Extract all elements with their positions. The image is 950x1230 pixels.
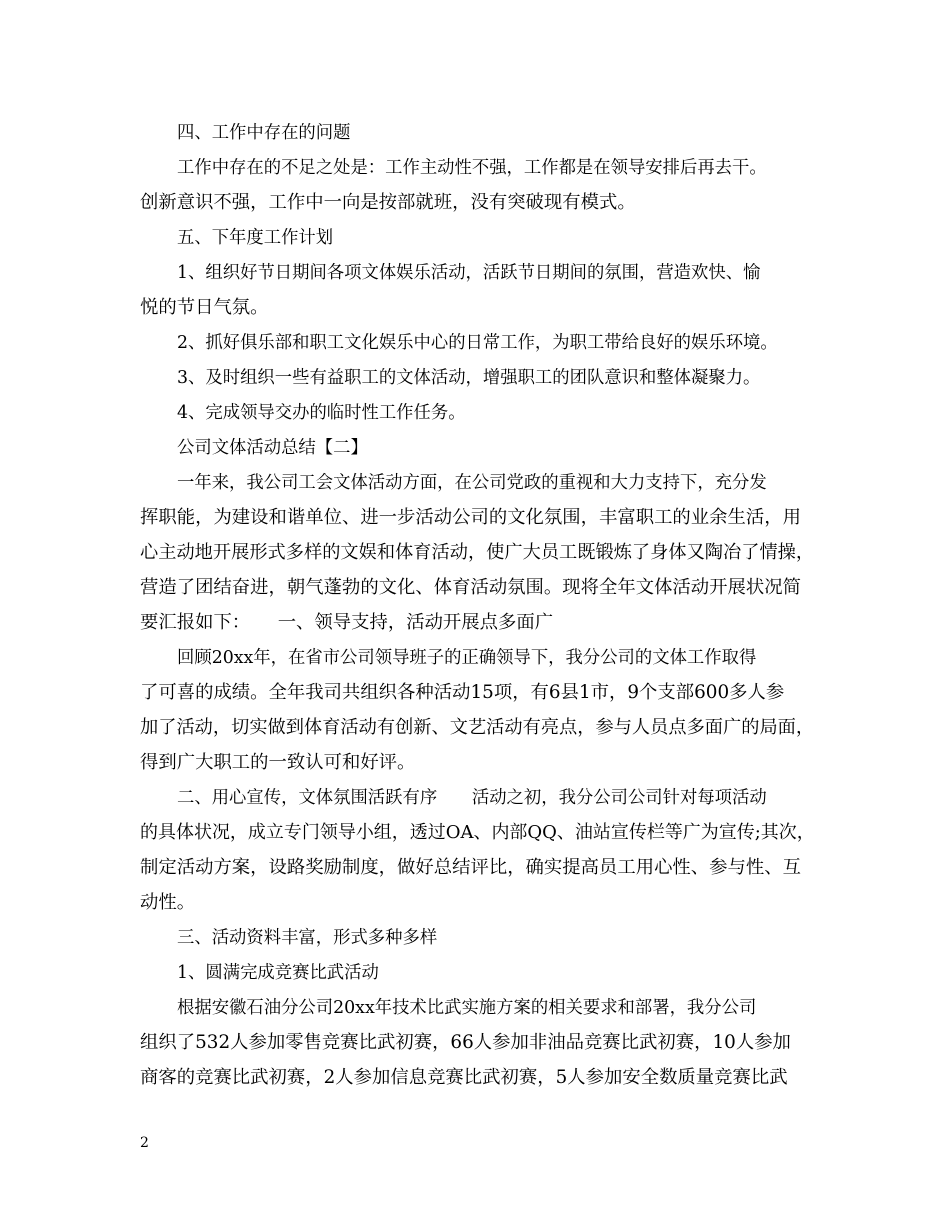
section-heading: 三、活动资料丰富，形式多种多样 — [177, 928, 438, 948]
paragraph-line: 心主动地开展形式多样的文娱和体育活动，使广大员工既锻炼了身体又陶冶了情操， — [140, 542, 815, 563]
paragraph-line: 3、及时组织一些有益职工的文体活动，增强职工的团队意识和整体凝聚力。 — [177, 368, 761, 388]
paragraph-line: 的具体状况，成立专门领导小组，透过OA、内部QQ、油站宣传栏等广为宣传;其次， — [140, 822, 815, 843]
paragraph-line: 商客的竞赛比武初赛，2人参加信息竞赛比武初赛，5人参加安全数质量竞赛比武 — [140, 1067, 788, 1088]
section-heading: 五、下年度工作计划 — [177, 228, 334, 248]
paragraph-line: 挥职能，为建设和谐单位、进一步活动公司的文化氛围，丰富职工的业余生活，用 — [140, 507, 801, 528]
paragraph-line: 2、抓好俱乐部和职工文化娱乐中心的日常工作，为职工带给良好的娱乐环境。 — [177, 333, 778, 353]
paragraph-line: 了可喜的成绩。全年我司共组织各种活动15项，有6县1市，9个支部600多人参 — [140, 682, 785, 703]
paragraph-line: 回顾20xx年，在省市公司领导班子的正确领导下，我分公司的文体工作取得 — [177, 648, 757, 668]
paragraph-line: 根据安徽石油分公司20xx年技术比武实施方案的相关要求和部署，我分公司 — [177, 998, 757, 1018]
paragraph-line: 营造了团结奋进，朝气蓬勃的文化、体育活动氛围。现将全年文体活动开展状况简 — [140, 577, 801, 598]
paragraph-line: 加了活动，切实做到体育活动有创新、文艺活动有亮点，参与人员点多面广的局面， — [140, 717, 815, 738]
paragraph-line: 得到广大职工的一致认可和好评。 — [140, 752, 416, 773]
section-heading: 四、工作中存在的问题 — [177, 123, 351, 143]
paragraph-line: 1、组织好节日期间各项文体娱乐活动，活跃节日期间的氛围，营造欢快、愉 — [177, 263, 761, 283]
section-heading: 1、圆满完成竞赛比武活动 — [177, 963, 379, 983]
paragraph-line: 制定活动方案，设路奖励制度，做好总结评比，确实提高员工用心性、参与性、互 — [140, 857, 801, 878]
paragraph-line: 要汇报如下： 一、领导支持，活动开展点多面广 — [140, 612, 554, 633]
paragraph-line: 一年来，我公司工会文体活动方面，在公司党政的重视和大力支持下，充分发 — [177, 473, 767, 493]
section-heading: 公司文体活动总结【二】 — [177, 438, 368, 458]
paragraph-line: 4、完成领导交办的临时性工作任务。 — [177, 403, 466, 423]
page-number: 2 — [140, 1135, 149, 1151]
paragraph-line: 悦的节日气氛。 — [140, 297, 269, 318]
paragraph-line: 动性。 — [140, 892, 196, 913]
paragraph-line: 工作中存在的不足之处是：工作主动性不强，工作都是在领导安排后再去干。 — [177, 158, 767, 178]
paragraph-line: 创新意识不强，工作中一向是按部就班，没有突破现有模式。 — [140, 192, 636, 213]
paragraph-line: 组织了532人参加零售竞赛比武初赛，66人参加非油品竞赛比武初赛，10人参加 — [140, 1032, 791, 1053]
paragraph-line: 二、用心宣传，文体氛围活跃有序 活动之初，我分公司公司针对每项活动 — [177, 788, 767, 808]
